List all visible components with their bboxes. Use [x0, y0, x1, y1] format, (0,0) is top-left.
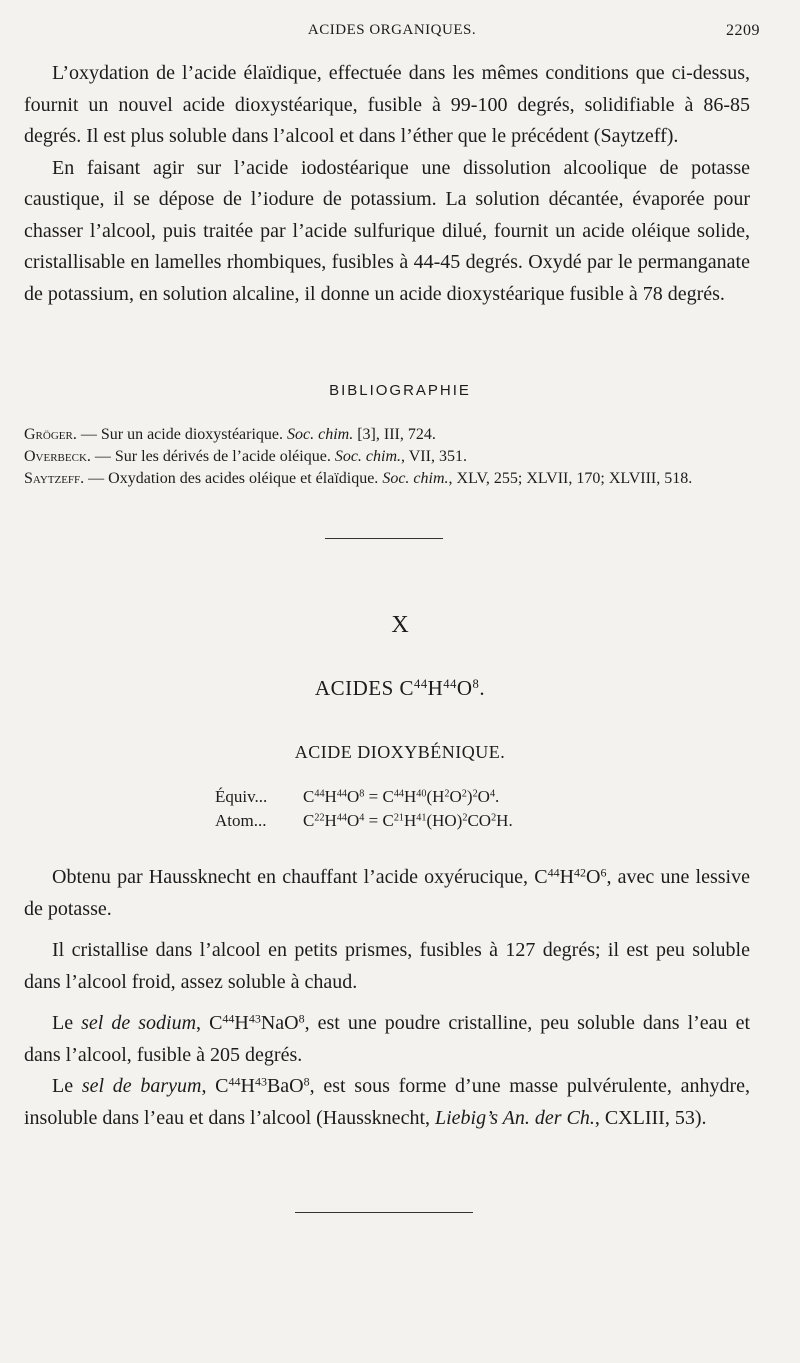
running-header: [24, 22, 760, 46]
italic-text: sel de baryum: [81, 1075, 202, 1097]
formula-text: C: [303, 811, 315, 830]
formula-sup: 4: [489, 788, 496, 800]
formula-sup: 8: [359, 788, 365, 800]
bib-author: Saytzeff.: [24, 470, 85, 487]
title-text: H: [427, 676, 444, 700]
running-title: ACIDES ORGANIQUES.: [307, 22, 477, 38]
formula-sup: 2: [444, 788, 450, 800]
formula-text: = C: [364, 787, 394, 806]
formula-sup: 2: [491, 812, 497, 824]
intro-paragraph-1: L’oxydation de l’acide élaïdique, effectuée dans les mêmes conditions que ci-dessus, fournit un nouvel acide dioxystéarique, fusible à 99-100 degrés, solidifiable à 86-85 degrés. Il est plus soluble dans l’alcool et dans l’éther que le précédent (Saytzeff).: [24, 62, 750, 147]
text: Le: [52, 1012, 82, 1034]
page-number: 2209: [726, 22, 760, 39]
sup: 8: [298, 1011, 305, 1026]
text: BaO: [266, 1075, 304, 1097]
bib-ref: , VII, 351.: [401, 448, 467, 465]
formula-sup: 22: [314, 812, 325, 824]
bib-title: — Sur un acide dioxystéarique.: [76, 426, 288, 443]
formula-text: O: [347, 787, 360, 806]
title-text: ACIDES C: [314, 676, 415, 700]
text: , avec une lessive de potasse.: [24, 866, 750, 920]
body-paragraph-4: [24, 1071, 750, 1134]
bib-ref: , XLV, 255; XLVII, 170; XLVIII, 518.: [448, 470, 693, 487]
formula-text: H: [324, 787, 337, 806]
bib-journal: Soc. chim.: [334, 448, 402, 465]
bib-author: Overbeck.: [24, 448, 91, 465]
text: NaO: [260, 1012, 299, 1034]
end-divider: [295, 1212, 473, 1213]
formula-text: CO: [467, 811, 492, 830]
bib-title: — Oxydation des acides oléique et élaïdique.: [84, 470, 383, 487]
formula-text: O: [449, 787, 462, 806]
atom-label: Atom...: [215, 811, 267, 830]
text: , est sous forme d’une masse pulvérulente, anhydre, insoluble dans l’eau et dans l’alcool (Haussknecht,: [24, 1075, 750, 1129]
bibliography-heading: BIBLIOGRAPHIE: [329, 382, 471, 399]
formula-text: (H: [426, 787, 445, 806]
body-paragraph-3: [24, 1008, 750, 1071]
equiv-formula: [215, 786, 499, 808]
formula-sup: 2: [462, 812, 468, 824]
formula-text: H: [404, 811, 417, 830]
formula-sup: 44: [336, 812, 347, 824]
body-paragraph-2: Il cristallise dans l’alcool en petits prismes, fusibles à 127 degrés; il est peu soluble dans l’alcool froid, assez soluble à chaud.: [24, 939, 750, 993]
bibliography-entry: [24, 468, 750, 490]
formula-sup: 40: [416, 788, 427, 800]
formula-text: O: [347, 811, 360, 830]
sup: 43: [254, 1074, 267, 1089]
text: Le: [52, 1075, 82, 1097]
formula-text: H: [324, 811, 337, 830]
section-title: [0, 676, 800, 701]
sup: 8: [303, 1074, 310, 1089]
bibliography-list: [24, 424, 750, 490]
formula-text: = C: [364, 811, 394, 830]
section-numeral: X: [391, 612, 409, 638]
formula-sup: 2: [461, 788, 467, 800]
intro-paragraph-2: En faisant agir sur l’acide iodostéarique une dissolution alcoolique de potasse caustique, il se dépose de l’iodure de potassium. La solution décantée, évaporée pour chasser l’alcool, puis traitée par l’acide sulfurique dilué, fournit un acide oléique solide, cristallisable en lamelles rhombiques, fusibles à 44-45 degrés. Oxydé par le permanganate de potassium, en solution alcaline, il donne un acide dioxystéarique fusible à 78 degrés.: [24, 156, 750, 305]
italic-text: sel de sodium: [81, 1012, 197, 1034]
formula-text: .: [495, 787, 500, 806]
sup: 44: [222, 1011, 235, 1026]
formula-sup: 44: [336, 788, 347, 800]
title-text: O: [456, 676, 473, 700]
formula-text: H.: [496, 811, 513, 830]
title-sup: 8: [472, 677, 480, 692]
formula-text: O: [477, 787, 490, 806]
formula-text: H: [404, 787, 417, 806]
title-sup: 44: [414, 677, 428, 692]
text: , C: [196, 1012, 223, 1034]
bibliography-entry: [24, 446, 750, 468]
text: H: [240, 1075, 255, 1097]
text: , est une poudre cristalline, peu soluble dans l’eau et dans l’alcool, fusible à 205 degrés.: [24, 1012, 751, 1066]
atom-formula-text: [303, 811, 513, 830]
sup: 42: [574, 865, 587, 880]
bib-author: Gröger.: [24, 426, 77, 443]
text: , CXLIII, 53).: [594, 1106, 707, 1129]
text: Obtenu par Haussknecht en chauffant l’acide oxyérucique, C: [52, 866, 548, 888]
formula-sup: 2: [472, 788, 478, 800]
atom-formula: [215, 810, 513, 832]
formula-sup: 44: [393, 788, 404, 800]
text: H: [559, 866, 575, 888]
section-divider: [325, 538, 443, 539]
text: , C: [201, 1075, 229, 1097]
equiv-label: Équiv...: [215, 787, 268, 806]
formula-sup: 21: [393, 812, 404, 824]
italic-text: Liebig’s An. der Ch.: [435, 1106, 595, 1129]
formula-sup: 44: [314, 788, 325, 800]
text: O: [586, 866, 601, 888]
formula-sup: 41: [416, 812, 427, 824]
body-paragraph-1: [24, 862, 750, 925]
bib-journal: Soc. chim.: [287, 426, 354, 443]
sup: 43: [248, 1011, 261, 1026]
compound-subtitle: ACIDE DIOXYBÉNIQUE.: [294, 742, 506, 762]
sup: 44: [547, 865, 560, 880]
sup: 44: [228, 1074, 241, 1089]
formula-sup: 4: [359, 812, 365, 824]
bib-ref: [3], III, 724.: [353, 426, 436, 443]
bibliography-entry: [24, 424, 750, 446]
title-sup: 44: [443, 677, 457, 692]
formula-text: ): [466, 787, 473, 806]
bib-journal: Soc. chim.: [382, 470, 449, 487]
formula-text: (HO): [426, 811, 463, 830]
bib-title: — Sur les dérivés de l’acide oléique.: [90, 448, 335, 465]
sup: 6: [600, 865, 607, 880]
intro-text: [24, 58, 750, 310]
title-text: .: [479, 676, 486, 700]
compound-description: [24, 862, 750, 1134]
equiv-formula-text: [303, 787, 499, 806]
formula-text: C: [303, 787, 315, 806]
text: H: [234, 1012, 249, 1034]
